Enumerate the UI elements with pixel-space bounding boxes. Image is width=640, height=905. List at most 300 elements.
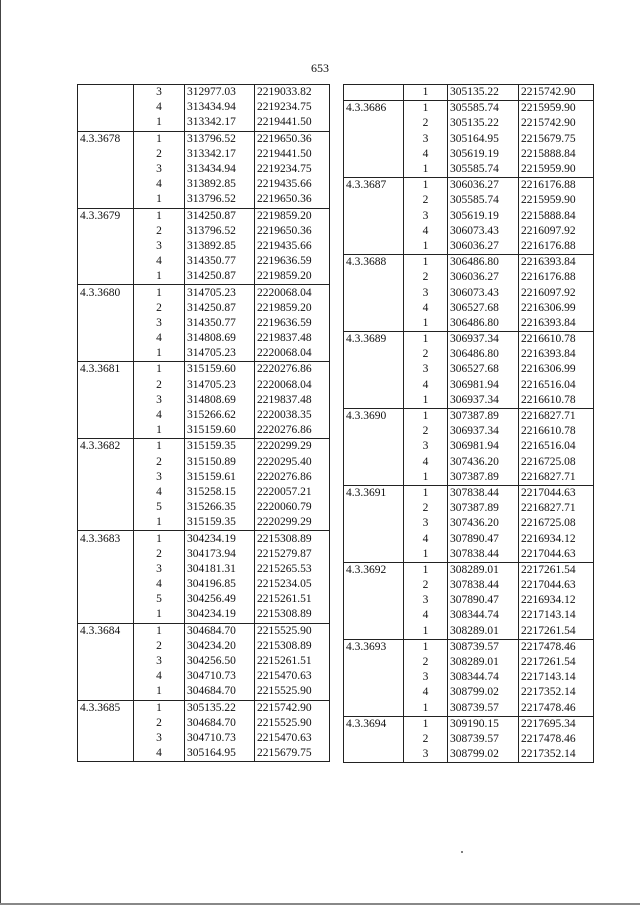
table-row xyxy=(344,424,594,439)
point-number-cell: 1 xyxy=(134,208,185,224)
object-id-cell xyxy=(344,685,404,700)
x-coordinate-cell: 306486.80 xyxy=(448,316,519,332)
x-coordinate-cell: 304181.31 xyxy=(185,562,255,577)
object-id-cell xyxy=(78,654,134,669)
y-coordinate-cell: 2220299.29 xyxy=(255,439,330,455)
object-id-cell xyxy=(344,578,404,593)
point-number-cell: 4 xyxy=(404,685,448,700)
object-id-cell xyxy=(78,746,134,762)
point-number-cell: 3 xyxy=(134,393,185,408)
point-number-cell: 1 xyxy=(134,515,185,531)
x-coordinate-cell: 306073.43 xyxy=(448,224,519,239)
table-row xyxy=(344,85,594,101)
x-coordinate-cell: 309190.15 xyxy=(448,716,519,732)
point-number-cell: 3 xyxy=(134,654,185,669)
point-number-cell: 2 xyxy=(134,224,185,239)
table-row xyxy=(78,224,330,239)
y-coordinate-cell: 2216610.78 xyxy=(519,393,594,409)
point-number-cell: 3 xyxy=(404,747,448,763)
y-coordinate-cell: 2215679.75 xyxy=(255,746,330,762)
table-row xyxy=(344,285,594,300)
x-coordinate-cell: 315159.61 xyxy=(185,470,255,485)
y-coordinate-cell: 2216176.88 xyxy=(519,270,594,285)
table-row xyxy=(78,515,330,531)
x-coordinate-cell: 308289.01 xyxy=(448,624,519,640)
x-coordinate-cell: 305619.19 xyxy=(448,209,519,224)
table-row xyxy=(344,732,594,747)
x-coordinate-cell: 314250.87 xyxy=(185,301,255,316)
x-coordinate-cell: 307436.20 xyxy=(448,516,519,531)
x-coordinate-cell: 305135.22 xyxy=(448,116,519,131)
y-coordinate-cell: 2216097.92 xyxy=(519,285,594,300)
table-row xyxy=(344,578,594,593)
y-coordinate-cell: 2215742.90 xyxy=(519,116,594,131)
y-coordinate-cell: 2215959.90 xyxy=(519,162,594,178)
object-id-cell: 4.3.3692 xyxy=(344,562,404,578)
table-row xyxy=(344,470,594,486)
table-row xyxy=(344,608,594,623)
y-coordinate-cell: 2216934.12 xyxy=(519,531,594,546)
x-coordinate-cell: 307387.89 xyxy=(448,501,519,516)
table-row xyxy=(78,439,330,455)
table-row xyxy=(344,485,594,501)
y-coordinate-cell: 2217478.46 xyxy=(519,701,594,717)
table-row xyxy=(344,101,594,117)
y-coordinate-cell: 2219650.36 xyxy=(255,192,330,208)
coordinates-table-left xyxy=(77,84,330,762)
object-id-cell xyxy=(78,115,134,131)
x-coordinate-cell: 306036.27 xyxy=(448,178,519,194)
point-number-cell: 4 xyxy=(134,746,185,762)
y-coordinate-cell: 2220060.79 xyxy=(255,500,330,515)
point-number-cell: 4 xyxy=(134,331,185,346)
x-coordinate-cell: 315159.60 xyxy=(185,423,255,439)
x-coordinate-cell: 312977.03 xyxy=(185,85,255,101)
page-number: 653 xyxy=(311,61,329,75)
point-number-cell: 2 xyxy=(404,347,448,362)
object-id-cell xyxy=(344,624,404,640)
object-id-cell xyxy=(344,501,404,516)
table-row xyxy=(344,547,594,563)
table-row xyxy=(344,655,594,670)
object-id-cell xyxy=(344,547,404,563)
point-number-cell: 4 xyxy=(404,378,448,393)
table-row xyxy=(344,562,594,578)
y-coordinate-cell: 2215308.89 xyxy=(255,607,330,623)
point-number-cell: 1 xyxy=(404,408,448,424)
y-coordinate-cell: 2219234.75 xyxy=(255,100,330,115)
point-number-cell: 2 xyxy=(404,501,448,516)
object-id-cell xyxy=(344,193,404,208)
coordinates-table-right xyxy=(343,84,594,763)
object-id-cell xyxy=(344,655,404,670)
object-id-cell xyxy=(344,593,404,608)
x-coordinate-cell: 307838.44 xyxy=(448,547,519,563)
y-coordinate-cell: 2216393.84 xyxy=(519,316,594,332)
table-row xyxy=(78,331,330,346)
x-coordinate-cell: 306036.27 xyxy=(448,270,519,285)
object-id-cell xyxy=(78,393,134,408)
x-coordinate-cell: 315266.62 xyxy=(185,408,255,423)
object-id-cell xyxy=(344,439,404,454)
table-row xyxy=(344,332,594,348)
y-coordinate-cell: 2217044.63 xyxy=(519,578,594,593)
y-coordinate-cell: 2216725.08 xyxy=(519,516,594,531)
object-id-cell xyxy=(78,316,134,331)
point-number-cell: 1 xyxy=(404,332,448,348)
x-coordinate-cell: 308799.02 xyxy=(448,685,519,700)
point-number-cell: 2 xyxy=(134,547,185,562)
x-coordinate-cell: 315258.15 xyxy=(185,485,255,500)
y-coordinate-cell: 2216827.71 xyxy=(519,408,594,424)
table-row xyxy=(78,562,330,577)
point-number-cell: 3 xyxy=(404,209,448,224)
object-id-cell: 4.3.3688 xyxy=(344,255,404,271)
y-coordinate-cell: 2217695.34 xyxy=(519,716,594,732)
y-coordinate-cell: 2215888.84 xyxy=(519,209,594,224)
point-number-cell: 1 xyxy=(134,623,185,639)
point-number-cell: 1 xyxy=(404,470,448,486)
y-coordinate-cell: 2216725.08 xyxy=(519,455,594,470)
table-row xyxy=(78,254,330,269)
object-id-cell xyxy=(78,500,134,515)
object-id-cell xyxy=(344,239,404,255)
point-number-cell: 4 xyxy=(134,100,185,115)
point-number-cell: 3 xyxy=(134,562,185,577)
object-id-cell xyxy=(344,701,404,717)
object-id-cell xyxy=(344,224,404,239)
x-coordinate-cell: 306937.34 xyxy=(448,332,519,348)
object-id-cell xyxy=(344,285,404,300)
x-coordinate-cell: 306486.80 xyxy=(448,255,519,271)
object-id-cell xyxy=(344,455,404,470)
y-coordinate-cell: 2216827.71 xyxy=(519,501,594,516)
object-id-cell xyxy=(344,378,404,393)
x-coordinate-cell: 307436.20 xyxy=(448,455,519,470)
object-id-cell xyxy=(78,269,134,285)
x-coordinate-cell: 314808.69 xyxy=(185,331,255,346)
x-coordinate-cell: 304173.94 xyxy=(185,547,255,562)
table-row xyxy=(78,623,330,639)
object-id-cell xyxy=(344,531,404,546)
table-row xyxy=(78,684,330,700)
object-id-cell xyxy=(344,270,404,285)
x-coordinate-cell: 306981.94 xyxy=(448,439,519,454)
table-row xyxy=(344,116,594,131)
table-row xyxy=(344,347,594,362)
table-row xyxy=(78,208,330,224)
y-coordinate-cell: 2220276.86 xyxy=(255,423,330,439)
table-row xyxy=(78,577,330,592)
object-id-cell xyxy=(78,331,134,346)
object-id-cell xyxy=(344,301,404,316)
object-id-cell xyxy=(78,192,134,208)
x-coordinate-cell: 307838.44 xyxy=(448,485,519,501)
stray-mark xyxy=(461,851,463,853)
point-number-cell: 5 xyxy=(134,500,185,515)
point-number-cell: 4 xyxy=(134,669,185,684)
y-coordinate-cell: 2216306.99 xyxy=(519,301,594,316)
object-id-cell xyxy=(344,608,404,623)
y-coordinate-cell: 2219441.50 xyxy=(255,115,330,131)
x-coordinate-cell: 314350.77 xyxy=(185,254,255,269)
x-coordinate-cell: 313796.52 xyxy=(185,192,255,208)
table-row xyxy=(344,209,594,224)
table-row xyxy=(344,516,594,531)
point-number-cell: 2 xyxy=(404,655,448,670)
table-row xyxy=(78,731,330,746)
x-coordinate-cell: 313342.17 xyxy=(185,147,255,162)
point-number-cell: 1 xyxy=(134,346,185,362)
point-number-cell: 1 xyxy=(134,285,185,301)
object-id-cell xyxy=(78,147,134,162)
y-coordinate-cell: 2215265.53 xyxy=(255,562,330,577)
point-number-cell: 2 xyxy=(404,424,448,439)
x-coordinate-cell: 308344.74 xyxy=(448,608,519,623)
point-number-cell: 1 xyxy=(134,607,185,623)
y-coordinate-cell: 2216097.92 xyxy=(519,224,594,239)
point-number-cell: 5 xyxy=(134,592,185,607)
object-id-cell: 4.3.3679 xyxy=(78,208,134,224)
object-id-cell xyxy=(344,209,404,224)
x-coordinate-cell: 307890.47 xyxy=(448,531,519,546)
object-id-cell xyxy=(78,684,134,700)
x-coordinate-cell: 306036.27 xyxy=(448,239,519,255)
x-coordinate-cell: 304234.19 xyxy=(185,531,255,547)
object-id-cell: 4.3.3693 xyxy=(344,639,404,655)
table-row xyxy=(78,162,330,177)
object-id-cell xyxy=(344,393,404,409)
y-coordinate-cell: 2215234.05 xyxy=(255,577,330,592)
point-number-cell: 2 xyxy=(404,193,448,208)
y-coordinate-cell: 2217044.63 xyxy=(519,547,594,563)
y-coordinate-cell: 2220295.40 xyxy=(255,455,330,470)
table-row xyxy=(344,255,594,271)
table-row xyxy=(78,378,330,393)
table-row xyxy=(78,408,330,423)
object-id-cell: 4.3.3683 xyxy=(78,531,134,547)
y-coordinate-cell: 2219859.20 xyxy=(255,208,330,224)
y-coordinate-cell: 2216827.71 xyxy=(519,470,594,486)
point-number-cell: 1 xyxy=(404,562,448,578)
y-coordinate-cell: 2217352.14 xyxy=(519,685,594,700)
table-row xyxy=(344,501,594,516)
table-row xyxy=(78,547,330,562)
y-coordinate-cell: 2216393.84 xyxy=(519,347,594,362)
y-coordinate-cell: 2215888.84 xyxy=(519,147,594,162)
page-left-edge xyxy=(0,0,1,905)
x-coordinate-cell: 315159.60 xyxy=(185,362,255,378)
y-coordinate-cell: 2215742.90 xyxy=(255,700,330,716)
object-id-cell xyxy=(78,577,134,592)
x-coordinate-cell: 308739.57 xyxy=(448,701,519,717)
point-number-cell: 1 xyxy=(404,485,448,501)
x-coordinate-cell: 314808.69 xyxy=(185,393,255,408)
x-coordinate-cell: 305585.74 xyxy=(448,193,519,208)
x-coordinate-cell: 314705.23 xyxy=(185,285,255,301)
object-id-cell xyxy=(78,455,134,470)
y-coordinate-cell: 2220068.04 xyxy=(255,346,330,362)
object-id-cell: 4.3.3678 xyxy=(78,131,134,147)
object-id-cell: 4.3.3686 xyxy=(344,101,404,117)
object-id-cell xyxy=(344,116,404,131)
point-number-cell: 3 xyxy=(404,670,448,685)
table-row xyxy=(78,177,330,192)
y-coordinate-cell: 2219837.48 xyxy=(255,331,330,346)
object-id-cell: 4.3.3681 xyxy=(78,362,134,378)
object-id-cell xyxy=(78,254,134,269)
x-coordinate-cell: 304684.70 xyxy=(185,716,255,731)
x-coordinate-cell: 313434.94 xyxy=(185,100,255,115)
y-coordinate-cell: 2217261.54 xyxy=(519,562,594,578)
object-id-cell xyxy=(78,607,134,623)
y-coordinate-cell: 2215308.89 xyxy=(255,531,330,547)
x-coordinate-cell: 314350.77 xyxy=(185,316,255,331)
object-id-cell xyxy=(78,562,134,577)
object-id-cell xyxy=(78,177,134,192)
x-coordinate-cell: 314705.23 xyxy=(185,378,255,393)
table-row xyxy=(344,639,594,655)
object-id-cell xyxy=(344,85,404,101)
table-row xyxy=(78,115,330,131)
point-number-cell: 3 xyxy=(134,731,185,746)
x-coordinate-cell: 307387.89 xyxy=(448,408,519,424)
object-id-cell xyxy=(344,424,404,439)
x-coordinate-cell: 304256.50 xyxy=(185,654,255,669)
table-row xyxy=(344,239,594,255)
x-coordinate-cell: 315150.89 xyxy=(185,455,255,470)
object-id-cell: 4.3.3691 xyxy=(344,485,404,501)
x-coordinate-cell: 304684.70 xyxy=(185,623,255,639)
point-number-cell: 2 xyxy=(134,147,185,162)
table-row xyxy=(78,131,330,147)
y-coordinate-cell: 2219837.48 xyxy=(255,393,330,408)
point-number-cell: 1 xyxy=(134,439,185,455)
point-number-cell: 4 xyxy=(404,608,448,623)
x-coordinate-cell: 306486.80 xyxy=(448,347,519,362)
point-number-cell: 1 xyxy=(134,192,185,208)
table-row xyxy=(78,639,330,654)
x-coordinate-cell: 306937.34 xyxy=(448,393,519,409)
x-coordinate-cell: 306073.43 xyxy=(448,285,519,300)
point-number-cell: 1 xyxy=(134,684,185,700)
object-id-cell: 4.3.3682 xyxy=(78,439,134,455)
x-coordinate-cell: 306981.94 xyxy=(448,378,519,393)
x-coordinate-cell: 308739.57 xyxy=(448,732,519,747)
point-number-cell: 4 xyxy=(134,177,185,192)
point-number-cell: 1 xyxy=(404,239,448,255)
object-id-cell xyxy=(344,516,404,531)
object-id-cell xyxy=(78,408,134,423)
y-coordinate-cell: 2216516.04 xyxy=(519,439,594,454)
object-id-cell xyxy=(78,224,134,239)
y-coordinate-cell: 2219636.59 xyxy=(255,316,330,331)
point-number-cell: 3 xyxy=(134,316,185,331)
x-coordinate-cell: 313796.52 xyxy=(185,224,255,239)
table-row xyxy=(78,192,330,208)
table-row xyxy=(344,716,594,732)
y-coordinate-cell: 2216516.04 xyxy=(519,378,594,393)
x-coordinate-cell: 304710.73 xyxy=(185,669,255,684)
object-id-cell: 4.3.3690 xyxy=(344,408,404,424)
object-id-cell xyxy=(78,470,134,485)
x-coordinate-cell: 308289.01 xyxy=(448,655,519,670)
point-number-cell: 2 xyxy=(404,578,448,593)
object-id-cell xyxy=(78,239,134,254)
point-number-cell: 4 xyxy=(134,254,185,269)
point-number-cell: 1 xyxy=(404,101,448,117)
y-coordinate-cell: 2215525.90 xyxy=(255,623,330,639)
table-row xyxy=(78,716,330,731)
object-id-cell xyxy=(78,85,134,101)
table-row xyxy=(78,531,330,547)
y-coordinate-cell: 2217261.54 xyxy=(519,655,594,670)
x-coordinate-cell: 315159.35 xyxy=(185,439,255,455)
table-row xyxy=(344,178,594,194)
object-id-cell xyxy=(344,670,404,685)
point-number-cell: 3 xyxy=(404,285,448,300)
table-row xyxy=(344,747,594,763)
y-coordinate-cell: 2219650.36 xyxy=(255,224,330,239)
object-id-cell xyxy=(344,347,404,362)
object-id-cell xyxy=(78,100,134,115)
x-coordinate-cell: 313892.85 xyxy=(185,177,255,192)
object-id-cell xyxy=(78,547,134,562)
point-number-cell: 2 xyxy=(134,716,185,731)
table-row xyxy=(344,224,594,239)
y-coordinate-cell: 2217044.63 xyxy=(519,485,594,501)
point-number-cell: 1 xyxy=(134,531,185,547)
x-coordinate-cell: 304234.20 xyxy=(185,639,255,654)
point-number-cell: 1 xyxy=(404,178,448,194)
object-id-cell: 4.3.3689 xyxy=(344,332,404,348)
table-row xyxy=(344,685,594,700)
x-coordinate-cell: 305164.95 xyxy=(185,746,255,762)
table-row xyxy=(78,669,330,684)
table-row xyxy=(344,132,594,147)
table-row xyxy=(78,654,330,669)
x-coordinate-cell: 305164.95 xyxy=(448,132,519,147)
y-coordinate-cell: 2216610.78 xyxy=(519,424,594,439)
x-coordinate-cell: 314250.87 xyxy=(185,208,255,224)
object-id-cell: 4.3.3687 xyxy=(344,178,404,194)
x-coordinate-cell: 308344.74 xyxy=(448,670,519,685)
table-row xyxy=(78,470,330,485)
x-coordinate-cell: 315159.35 xyxy=(185,515,255,531)
y-coordinate-cell: 2215959.90 xyxy=(519,193,594,208)
point-number-cell: 4 xyxy=(404,147,448,162)
table-row xyxy=(78,423,330,439)
object-id-cell xyxy=(78,716,134,731)
x-coordinate-cell: 308799.02 xyxy=(448,747,519,763)
y-coordinate-cell: 2215679.75 xyxy=(519,132,594,147)
x-coordinate-cell: 304684.70 xyxy=(185,684,255,700)
table-row xyxy=(78,239,330,254)
table-row xyxy=(344,362,594,377)
point-number-cell: 4 xyxy=(404,531,448,546)
x-coordinate-cell: 313892.85 xyxy=(185,239,255,254)
y-coordinate-cell: 2217352.14 xyxy=(519,747,594,763)
object-id-cell xyxy=(344,362,404,377)
point-number-cell: 3 xyxy=(134,239,185,254)
y-coordinate-cell: 2216934.12 xyxy=(519,593,594,608)
table-row xyxy=(344,670,594,685)
object-id-cell xyxy=(344,470,404,486)
y-coordinate-cell: 2220276.86 xyxy=(255,362,330,378)
table-row xyxy=(78,393,330,408)
object-id-cell xyxy=(344,732,404,747)
point-number-cell: 1 xyxy=(404,255,448,271)
